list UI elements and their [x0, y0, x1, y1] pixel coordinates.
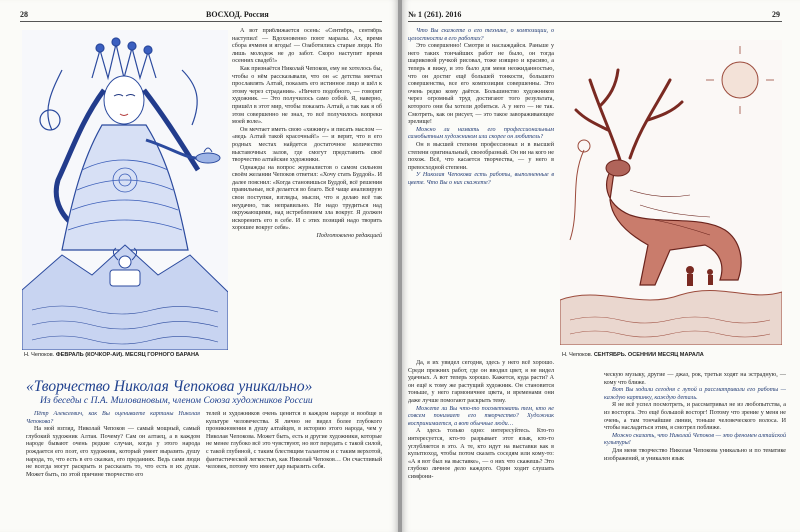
interview-answer: Это совершенно! Смотри и наслаждайся. Раньше у него таких тончайших работ не было, он тогда шариковой ручкой рисовал, тоже изящно и красиво, а теперь я вижу, и это было для меня неожиданностью, что он достиг ещё большей тонкости, большего совершенства, все его композиции совершенны. Это очень редко кому даётся. Большинство художников через огромный труд достигают того результата, которого они бы хотели добиться. А у него — не так. Смотреть, как он рисует, — это такое завораживающее зрелище!	[408, 43, 554, 126]
interview-answer: Он в высшей степени профессионал и в высшей степени оригинальный, своеобразный. Он ни на кого не похож. Всё, что касается творчества, — у него в превосходной степени.	[408, 141, 554, 171]
right-text-column-1-lower	[408, 360, 554, 530]
interview-answer: Да, я их увидел сегодня, здесь у него всё хорошо. Среди прежних работ, где он вводил цвет, я не видел удачных. А вот теперь хорошо. Кажется, куда расти? А он ещё к тому же растущий художник. Он становится тоньше, у него гармоничнее цвета, и временами они даже лучше помогают раскрыть тему.	[408, 360, 554, 404]
left-caption-title: ФЕВРАЛЬ (КОЧКОР-АЙ). МЕСЯЦ ГОРНОГО БАРАНА	[55, 352, 200, 358]
interview-answer: Для меня творчество Николая Чепокова уникально и по тематике изображений, и уникален язык	[604, 447, 786, 462]
left-running-header: ВОСХОД. Россия	[206, 10, 269, 19]
right-text-column-2	[604, 372, 786, 530]
left-col-paragraph: А вот приближается осень: «Сентябрь, сентябрь наступил! — Вдохновенно поют маралы. Ах, время сбора ячменя и ягоды! — Озаботились старые люди. Но лишь молодеж не до забот. Скоро наступит время осенних свадеб!»	[232, 28, 382, 65]
left-col-paragraph: Он мечтает иметь свою «хижину» и писать маслом — «ведь Алтай такой красочный!» — и верит, что в его родных местах найдется достаточное количество выставочных залов, где смогут представить своё творчество алтайские художники.	[232, 126, 382, 164]
interview-question: Пётр Алексеевич, как Вы оцениваете картины Николая Чепокова?	[26, 411, 200, 425]
article-column-1	[26, 411, 200, 529]
right-text-column-1	[408, 28, 554, 368]
right-page-number: 29	[772, 10, 780, 19]
article-column-2	[206, 411, 382, 529]
interview-question: Можно сказать, что Николай Чепоков — это феномен алтайской культуры!	[604, 432, 786, 447]
interview-question: Что Вы скажете о его технике, о композиции, о целостности в его работах?	[408, 28, 554, 42]
left-col-paragraph: Однажды на вопрос журналистов о самом сильном своём желании Чепоков ответил: «Хочу стать Буддой». И далее пояснил: «Когда становишься Буддой, всё решения правильные, всё делается во благо. Всё чаще анализирую свои поступки, взгляды, мысли, что я делаю всё так неудачно, так неправильно. Не надо трудиться над окружающими, над истреблением зла вокруг. Я должен искоренить его в себе. И с этих позиций надо творить хорошее вокруг себя».	[232, 164, 382, 232]
left-artwork	[22, 30, 228, 350]
left-col-paragraph: Как признаётся Николай Чепоков, ему не хотелось бы, чтобы о нём рассказывали, что он «с детства мечтал прославлять Алтай, показать его истинное лицо и шёл к этому через страдания». «Ничего подобного, — говорит художник. — Это получилось само собой. Я, наверно, пришёл в этот мир, чтобы показать Алтай, а так как я об этом совершенно не знал, то всё получилось вопреки моей воле».	[232, 65, 382, 126]
interview-answer: А здесь только одно: интересуйтесь. Кто-то интересуется, кто-то разрывает этот язык, кто-то углубляется в это. А те, кто идут на выставки как в культпоход, чтобы потом сказать соседям или кому-то: «А я вот был на выставке», — о них что скажешь? Это глубоко личное дело каждого. Один ходит слушать симфони-	[408, 428, 554, 480]
right-running-header: № 1 (261). 2016	[408, 10, 462, 19]
interview-answer: Я не всё успел посмотреть, и рассматривал не из любопытства, а из восторга. Это ещё большой восторг! Потому что зрение у меня не очень, а там тончайшие линии, тоньше человеческого волоса. И чтобы насладиться этим, я смотрел поближе.	[604, 402, 786, 432]
right-caption-title: СЕНТЯБРЬ. ОСЕННИЙ МЕСЯЦ МАРАЛА	[593, 352, 704, 358]
left-text-column	[232, 28, 382, 368]
left-page-number: 28	[20, 10, 28, 19]
article-subtitle: Из беседы с П.А. Миловановым, членом Союза художников России	[40, 395, 313, 406]
interview-question: Вот Вы ходили сегодня с лупой и рассматривали его работы — каждую картинку, каждую деталь.	[604, 387, 786, 401]
interview-question: Можно ли назвать его профессиональным самобытным художником или скорее он любитель?	[408, 126, 554, 141]
right-page	[402, 0, 800, 532]
interview-question: Можете ли Вы что-то посоветовать тем, кто не совсем понимает его творчество? Художник воспринимается, а вот обычные люди…	[408, 405, 554, 427]
interview-answer: На мой взгляд, Николай Чепоков — самый мощный, самый глубокий художник Алтая. Почему? Сам он алтаец, а в каждом народе бывают очень редкие случаи, когда у этого народа рождается его поэт, его художник, который умеет выразить душу народа, то, что есть в его сказках, его преданиях. Ведь сами люди не всегда могут раскрыть и рассказать то, что есть в их душе. Может быть, по этой причине творчество его	[26, 426, 200, 478]
right-artwork	[560, 40, 782, 345]
left-art-caption	[24, 352, 234, 358]
right-caption-author: Н. Чепоков.	[562, 352, 593, 358]
interview-answer-continued: телей и художников очень ценится в каждом народе и вообще в культуре человечества. Я лично не видел более глубокого проникновения в душу алтайцев, в историю этого народа, чем у Николая Чепокова. Может быть, есть и другие художники, которые не менее глубоко всё это чувствуют, но вот передать с такой силой, с такой глубиной, с таким блестящим талантом и с таким верхотой, фантастической легкостью, как Николай Чепоков… Он счастливый человек, потому что имеет дар выразить себя.	[206, 411, 382, 471]
left-header-rule	[20, 21, 382, 22]
editorial-signature: Подготовлено редакцией	[316, 233, 382, 240]
february-mountain-ram-illustration	[22, 30, 228, 350]
right-art-caption	[562, 352, 786, 358]
interview-answer-continued: ческую музыку, другие — джаз, рок, третьи ходят на эстрадную, — кому что ближе.	[604, 372, 786, 386]
article-title: «Творчество Николая Чепокова уникально»	[26, 378, 313, 395]
interview-question: У Николая Чепокова есть работы, выполненные в цвете. Что Вы о них скажете?	[408, 172, 554, 186]
september-maral-illustration	[560, 40, 782, 345]
right-header-rule	[408, 21, 782, 22]
left-caption-author: Н. Чепоков.	[24, 352, 55, 358]
left-page	[0, 0, 398, 532]
